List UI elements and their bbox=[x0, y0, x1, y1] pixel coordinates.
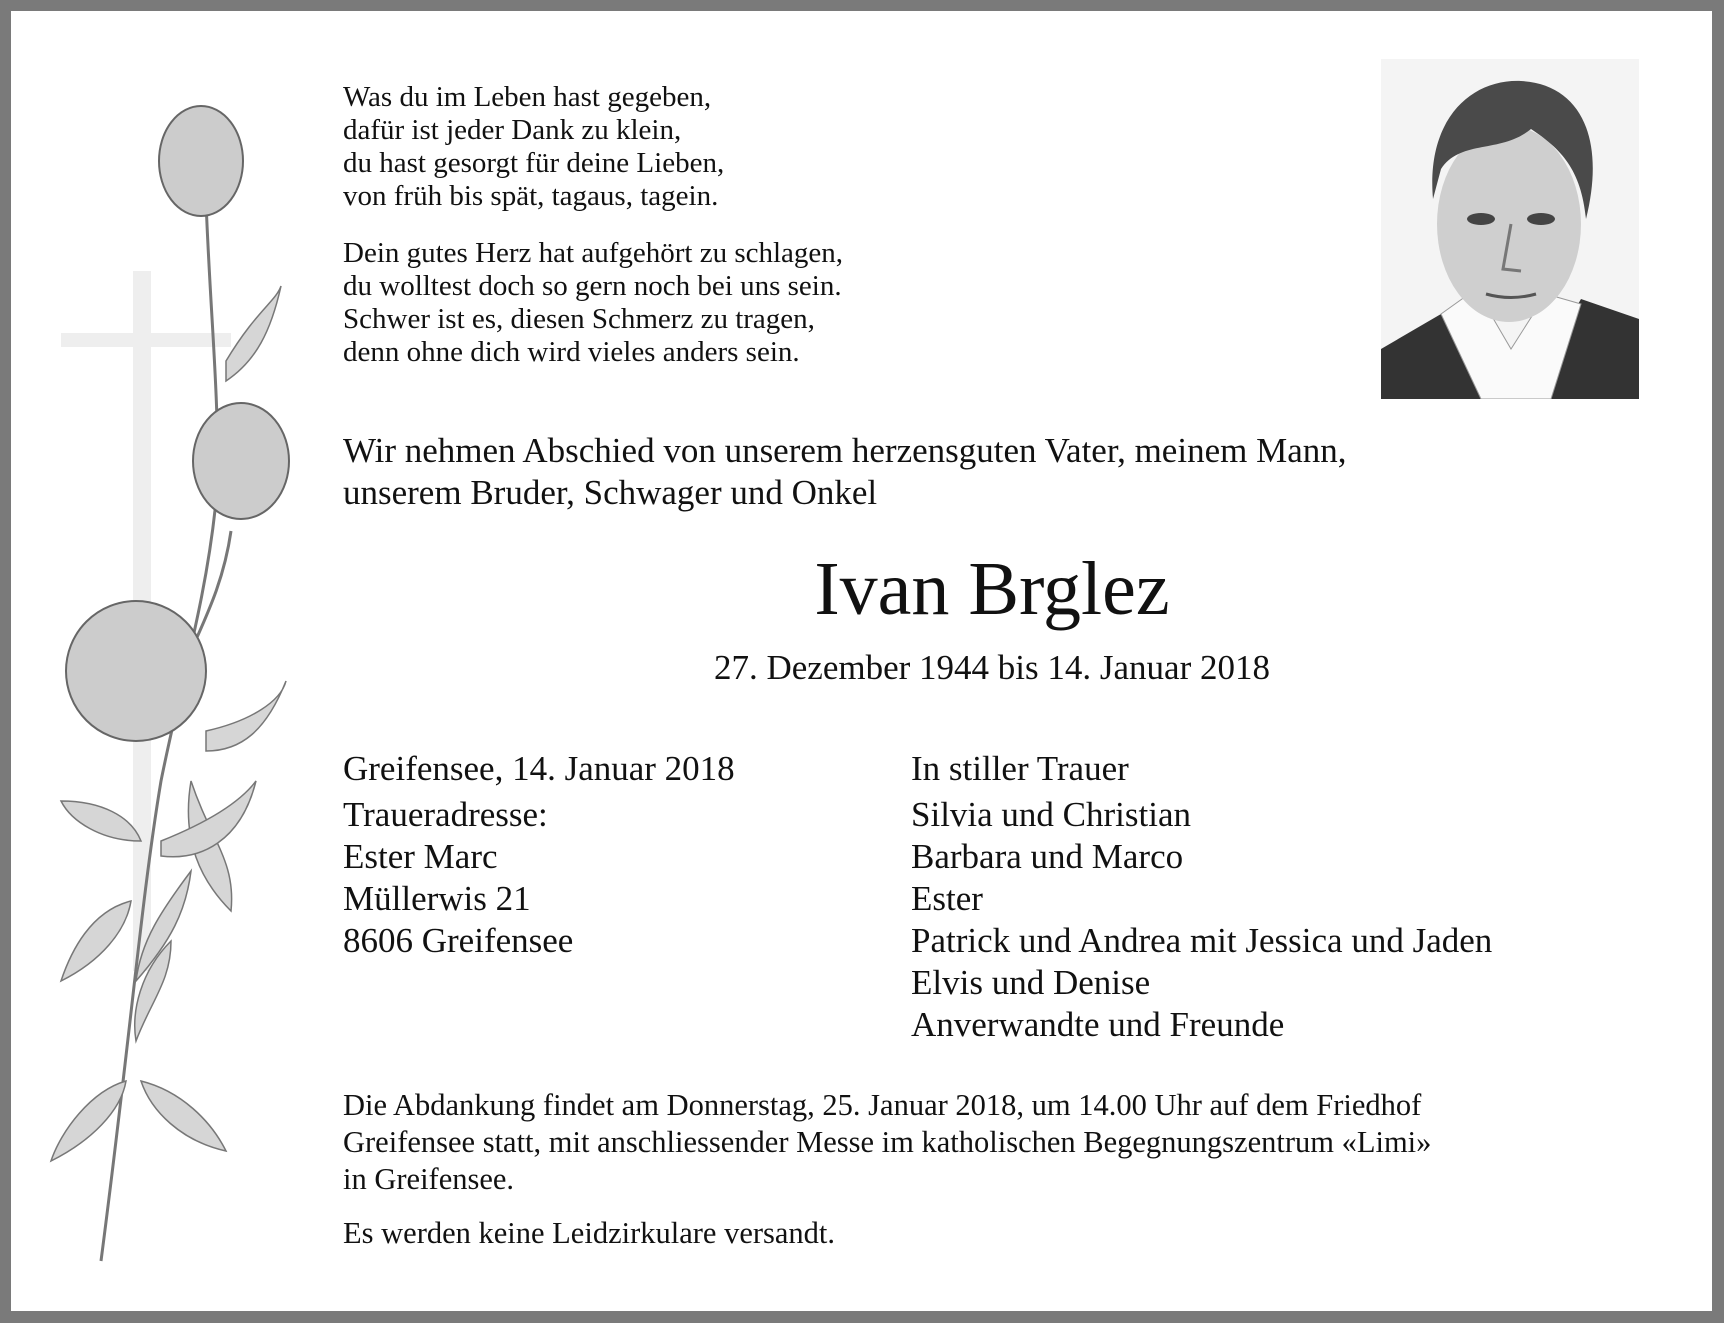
poem-line: Schwer ist es, diesen Schmerz zu tragen, bbox=[343, 303, 815, 335]
address-line: 8606 Greifensee bbox=[343, 921, 574, 960]
mourner: Barbara und Marco bbox=[911, 837, 1184, 876]
address-label: Traueradresse: bbox=[343, 795, 548, 834]
ceremony-line: in Greifensee. bbox=[343, 1162, 515, 1196]
poem-line: Dein gutes Herz hat aufgehört zu schlagen, bbox=[343, 237, 844, 269]
farewell-intro bbox=[343, 430, 1346, 514]
poem-line: du hast gesorgt für deine Lieben, bbox=[343, 147, 725, 179]
intro-line: Wir nehmen Abschied von unserem herzensguten Vater, meinem Mann, bbox=[343, 431, 1347, 470]
mourner: Anverwandte und Freunde bbox=[911, 1005, 1285, 1044]
mourner: Patrick und Andrea mit Jessica und Jaden bbox=[911, 921, 1493, 960]
mourner: Silvia und Christian bbox=[911, 795, 1191, 834]
intro-line: unserem Bruder, Schwager und Onkel bbox=[343, 473, 878, 512]
rose-icon bbox=[193, 403, 289, 519]
no-circulars-note: Es werden keine Leidzirkulare versandt. bbox=[343, 1216, 836, 1250]
life-dates: 27. Dezember 1944 bis 14. Januar 2018 bbox=[714, 648, 1270, 687]
mourning-heading: In stiller Trauer bbox=[911, 749, 1129, 788]
rose-bud-icon bbox=[159, 106, 243, 216]
poem-stanza-1 bbox=[343, 81, 724, 213]
address-line: Ester Marc bbox=[343, 837, 498, 876]
ceremony-info bbox=[343, 1087, 1431, 1198]
address-line: Müllerwis 21 bbox=[343, 879, 531, 918]
portrait-photo bbox=[1381, 59, 1639, 399]
mourner: Ester bbox=[911, 879, 983, 918]
poem-line: Was du im Leben hast gegeben, bbox=[343, 81, 712, 113]
deceased-name: Ivan Brglez bbox=[814, 547, 1170, 631]
poem-line: denn ohne dich wird vieles anders sein. bbox=[343, 336, 800, 368]
left-column bbox=[343, 748, 735, 962]
mourner: Elvis und Denise bbox=[911, 963, 1151, 1002]
poem-line: dafür ist jeder Dank zu klein, bbox=[343, 114, 682, 146]
poem-line: du wolltest doch so gern noch bei uns sein. bbox=[343, 270, 842, 302]
ceremony-line: Die Abdankung findet am Donnerstag, 25. Januar 2018, um 14.00 Uhr auf dem Friedhof bbox=[343, 1088, 1422, 1122]
poem-line: von früh bis spät, tagaus, tagein. bbox=[343, 180, 719, 212]
place-date: Greifensee, 14. Januar 2018 bbox=[343, 749, 735, 788]
obituary-notice bbox=[11, 11, 1712, 1311]
right-column bbox=[911, 748, 1492, 1046]
poem-stanza-2 bbox=[343, 237, 843, 369]
ceremony-line: Greifensee statt, mit anschliessender Messe im katholischen Begegnungszentrum «Limi» bbox=[343, 1125, 1432, 1159]
